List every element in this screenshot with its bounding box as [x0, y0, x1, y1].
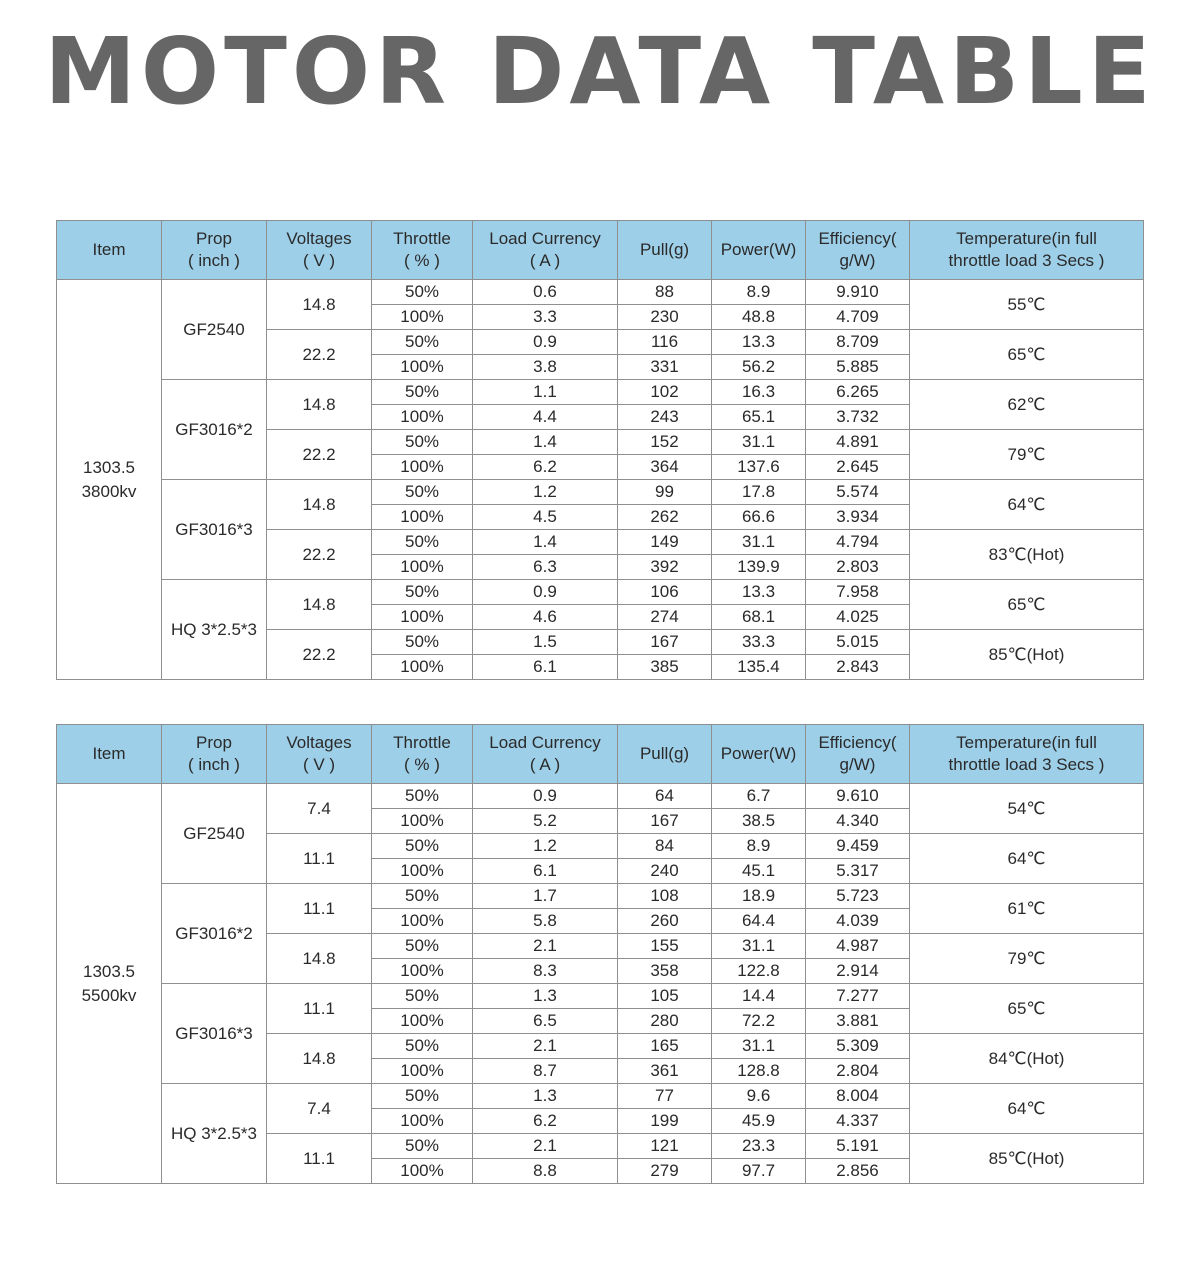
efficiency-cell: 8.709 [806, 330, 910, 355]
power-cell: 137.6 [712, 455, 806, 480]
table-body [57, 280, 1144, 680]
load-currency-cell: 0.6 [473, 280, 618, 305]
throttle-cell: 50% [372, 280, 473, 305]
throttle-cell: 100% [372, 555, 473, 580]
motor-item-cell-line: 5500kv [81, 985, 137, 1005]
power-cell: 8.9 [712, 834, 806, 859]
throttle-cell: 100% [372, 305, 473, 330]
voltage-cell: 11.1 [267, 884, 372, 934]
throttle-cell: 50% [372, 580, 473, 605]
load-currency-cell: 6.5 [473, 1009, 618, 1034]
header-efficiency [806, 221, 910, 280]
power-cell: 31.1 [712, 1034, 806, 1059]
throttle-cell: 50% [372, 480, 473, 505]
voltage-cell: 11.1 [267, 834, 372, 884]
header-prop-line: Prop [196, 229, 232, 248]
prop-cell: GF3016*3 [162, 480, 267, 580]
header-efficiency-line: g/W) [839, 755, 876, 774]
efficiency-cell: 2.856 [806, 1159, 910, 1184]
throttle-cell: 50% [372, 1084, 473, 1109]
table-row [57, 280, 1144, 305]
prop-cell: GF2540 [162, 280, 267, 380]
table-row [57, 784, 1144, 809]
efficiency-cell: 7.277 [806, 984, 910, 1009]
header-prop-line: ( inch ) [188, 251, 240, 270]
efficiency-cell: 4.891 [806, 430, 910, 455]
efficiency-cell: 3.732 [806, 405, 910, 430]
pull-cell: 155 [618, 934, 712, 959]
load-currency-cell: 0.9 [473, 784, 618, 809]
header-power: Power(W) [712, 221, 806, 280]
throttle-cell: 50% [372, 934, 473, 959]
header-item: Item [57, 725, 162, 784]
header-voltages-line: ( V ) [302, 755, 336, 774]
voltage-cell: 11.1 [267, 984, 372, 1034]
header-load-currency-line: Load Currency [489, 733, 601, 752]
throttle-cell: 50% [372, 1134, 473, 1159]
power-cell: 13.3 [712, 580, 806, 605]
header-temperature [910, 221, 1144, 280]
header-efficiency-line: g/W) [839, 251, 876, 270]
pull-cell: 99 [618, 480, 712, 505]
prop-cell: HQ 3*2.5*3 [162, 580, 267, 680]
power-cell: 9.6 [712, 1084, 806, 1109]
load-currency-cell: 5.8 [473, 909, 618, 934]
throttle-cell: 50% [372, 380, 473, 405]
power-cell: 13.3 [712, 330, 806, 355]
pull-cell: 165 [618, 1034, 712, 1059]
power-cell: 16.3 [712, 380, 806, 405]
header-power: Power(W) [712, 725, 806, 784]
efficiency-cell: 2.843 [806, 655, 910, 680]
throttle-cell: 100% [372, 505, 473, 530]
power-cell: 31.1 [712, 934, 806, 959]
power-cell: 8.9 [712, 280, 806, 305]
header-item: Item [57, 221, 162, 280]
header-temperature-line: Temperature(in full [956, 229, 1097, 248]
power-cell: 56.2 [712, 355, 806, 380]
efficiency-cell: 4.025 [806, 605, 910, 630]
pull-cell: 262 [618, 505, 712, 530]
efficiency-cell: 2.914 [806, 959, 910, 984]
throttle-cell: 100% [372, 455, 473, 480]
table-row [57, 580, 1144, 605]
header-throttle-line: ( % ) [404, 755, 440, 774]
load-currency-cell: 1.3 [473, 1084, 618, 1109]
table-row [57, 380, 1144, 405]
motor-item-cell-line: 1303.5 [83, 457, 135, 477]
throttle-cell: 100% [372, 605, 473, 630]
efficiency-cell: 4.709 [806, 305, 910, 330]
efficiency-cell: 4.337 [806, 1109, 910, 1134]
header-pull: Pull(g) [618, 221, 712, 280]
efficiency-cell: 7.958 [806, 580, 910, 605]
throttle-cell: 50% [372, 784, 473, 809]
power-cell: 128.8 [712, 1059, 806, 1084]
throttle-cell: 100% [372, 859, 473, 884]
table-row [57, 984, 1144, 1009]
load-currency-cell: 2.1 [473, 1034, 618, 1059]
load-currency-cell: 1.1 [473, 380, 618, 405]
load-currency-cell: 2.1 [473, 1134, 618, 1159]
load-currency-cell: 1.7 [473, 884, 618, 909]
efficiency-cell: 4.987 [806, 934, 910, 959]
load-currency-cell: 0.9 [473, 330, 618, 355]
temperature-cell: 85℃(Hot) [910, 630, 1144, 680]
voltage-cell: 7.4 [267, 784, 372, 834]
header-load-currency [473, 221, 618, 280]
header-prop [162, 725, 267, 784]
header-temperature [910, 725, 1144, 784]
efficiency-cell: 9.910 [806, 280, 910, 305]
header-load-currency-line: ( A ) [529, 755, 561, 774]
table-header [57, 725, 1144, 784]
pull-cell: 260 [618, 909, 712, 934]
header-temperature-line: Temperature(in full [956, 733, 1097, 752]
throttle-cell: 100% [372, 1059, 473, 1084]
header-throttle-line: ( % ) [404, 251, 440, 270]
header-load-currency [473, 725, 618, 784]
temperature-cell: 64℃ [910, 480, 1144, 530]
header-row [57, 725, 1144, 784]
page-title: MOTOR DATA TABLE [44, 18, 1156, 125]
pull-cell: 152 [618, 430, 712, 455]
temperature-cell: 64℃ [910, 1084, 1144, 1134]
pull-cell: 274 [618, 605, 712, 630]
power-cell: 14.4 [712, 984, 806, 1009]
header-efficiency-line: Efficiency( [818, 229, 897, 248]
header-voltages [267, 725, 372, 784]
power-cell: 72.2 [712, 1009, 806, 1034]
temperature-cell: 54℃ [910, 784, 1144, 834]
load-currency-cell: 6.1 [473, 655, 618, 680]
throttle-cell: 100% [372, 405, 473, 430]
motor-item-cell-line: 1303.5 [83, 961, 135, 981]
efficiency-cell: 5.191 [806, 1134, 910, 1159]
voltage-cell: 22.2 [267, 430, 372, 480]
throttle-cell: 100% [372, 909, 473, 934]
voltage-cell: 22.2 [267, 330, 372, 380]
efficiency-cell: 2.803 [806, 555, 910, 580]
header-voltages-line: ( V ) [302, 251, 336, 270]
temperature-cell: 65℃ [910, 580, 1144, 630]
throttle-cell: 50% [372, 530, 473, 555]
pull-cell: 106 [618, 580, 712, 605]
header-temperature-line: throttle load 3 Secs ) [948, 251, 1105, 270]
header-throttle-line: Throttle [393, 733, 451, 752]
throttle-cell: 50% [372, 984, 473, 1009]
pull-cell: 64 [618, 784, 712, 809]
pull-cell: 105 [618, 984, 712, 1009]
power-cell: 65.1 [712, 405, 806, 430]
throttle-cell: 100% [372, 1159, 473, 1184]
temperature-cell: 62℃ [910, 380, 1144, 430]
temperature-cell: 84℃(Hot) [910, 1034, 1144, 1084]
efficiency-cell: 5.574 [806, 480, 910, 505]
load-currency-cell: 1.4 [473, 430, 618, 455]
throttle-cell: 100% [372, 809, 473, 834]
efficiency-cell: 2.804 [806, 1059, 910, 1084]
power-cell: 17.8 [712, 480, 806, 505]
header-load-currency-line: Load Currency [489, 229, 601, 248]
header-prop-line: Prop [196, 733, 232, 752]
motor-data-table-2 [56, 724, 1144, 1184]
prop-cell: GF2540 [162, 784, 267, 884]
power-cell: 139.9 [712, 555, 806, 580]
efficiency-cell: 8.004 [806, 1084, 910, 1109]
header-voltages [267, 221, 372, 280]
efficiency-cell: 5.309 [806, 1034, 910, 1059]
efficiency-cell: 4.039 [806, 909, 910, 934]
throttle-cell: 50% [372, 1034, 473, 1059]
header-throttle [372, 221, 473, 280]
header-load-currency-line: ( A ) [529, 251, 561, 270]
pull-cell: 230 [618, 305, 712, 330]
pull-cell: 102 [618, 380, 712, 405]
pull-cell: 88 [618, 280, 712, 305]
pull-cell: 84 [618, 834, 712, 859]
pull-cell: 121 [618, 1134, 712, 1159]
power-cell: 45.1 [712, 859, 806, 884]
load-currency-cell: 0.9 [473, 580, 618, 605]
load-currency-cell: 3.3 [473, 305, 618, 330]
power-cell: 18.9 [712, 884, 806, 909]
table-body [57, 784, 1144, 1184]
voltage-cell: 14.8 [267, 1034, 372, 1084]
power-cell: 31.1 [712, 530, 806, 555]
header-prop [162, 221, 267, 280]
power-cell: 66.6 [712, 505, 806, 530]
motor-item-cell-line: 3800kv [81, 481, 137, 501]
prop-cell: GF3016*2 [162, 380, 267, 480]
header-throttle-line: Throttle [393, 229, 451, 248]
prop-cell: GF3016*2 [162, 884, 267, 984]
pull-cell: 77 [618, 1084, 712, 1109]
power-cell: 33.3 [712, 630, 806, 655]
motor-item-cell [57, 784, 162, 1184]
header-pull: Pull(g) [618, 725, 712, 784]
table-row [57, 884, 1144, 909]
pull-cell: 279 [618, 1159, 712, 1184]
prop-cell: HQ 3*2.5*3 [162, 1084, 267, 1184]
throttle-cell: 50% [372, 834, 473, 859]
throttle-cell: 100% [372, 959, 473, 984]
throttle-cell: 100% [372, 355, 473, 380]
voltage-cell: 7.4 [267, 1084, 372, 1134]
load-currency-cell: 3.8 [473, 355, 618, 380]
pull-cell: 240 [618, 859, 712, 884]
pull-cell: 108 [618, 884, 712, 909]
load-currency-cell: 4.5 [473, 505, 618, 530]
load-currency-cell: 1.2 [473, 834, 618, 859]
efficiency-cell: 5.723 [806, 884, 910, 909]
temperature-cell: 61℃ [910, 884, 1144, 934]
load-currency-cell: 6.1 [473, 859, 618, 884]
table-row [57, 1084, 1144, 1109]
load-currency-cell: 8.3 [473, 959, 618, 984]
pull-cell: 358 [618, 959, 712, 984]
prop-cell: GF3016*3 [162, 984, 267, 1084]
header-voltages-line: Voltages [286, 733, 352, 752]
pull-cell: 364 [618, 455, 712, 480]
voltage-cell: 14.8 [267, 580, 372, 630]
efficiency-cell: 5.015 [806, 630, 910, 655]
efficiency-cell: 6.265 [806, 380, 910, 405]
temperature-cell: 83℃(Hot) [910, 530, 1144, 580]
power-cell: 23.3 [712, 1134, 806, 1159]
table-header [57, 221, 1144, 280]
pull-cell: 167 [618, 630, 712, 655]
pull-cell: 149 [618, 530, 712, 555]
voltage-cell: 11.1 [267, 1134, 372, 1184]
throttle-cell: 100% [372, 655, 473, 680]
power-cell: 38.5 [712, 809, 806, 834]
load-currency-cell: 2.1 [473, 934, 618, 959]
header-efficiency-line: Efficiency( [818, 733, 897, 752]
load-currency-cell: 6.3 [473, 555, 618, 580]
pull-cell: 280 [618, 1009, 712, 1034]
table-row [57, 480, 1144, 505]
power-cell: 48.8 [712, 305, 806, 330]
power-cell: 31.1 [712, 430, 806, 455]
power-cell: 68.1 [712, 605, 806, 630]
load-currency-cell: 1.5 [473, 630, 618, 655]
voltage-cell: 22.2 [267, 630, 372, 680]
power-cell: 6.7 [712, 784, 806, 809]
load-currency-cell: 1.4 [473, 530, 618, 555]
load-currency-cell: 8.7 [473, 1059, 618, 1084]
efficiency-cell: 3.934 [806, 505, 910, 530]
temperature-cell: 65℃ [910, 984, 1144, 1034]
throttle-cell: 100% [372, 1109, 473, 1134]
power-cell: 135.4 [712, 655, 806, 680]
efficiency-cell: 5.317 [806, 859, 910, 884]
throttle-cell: 50% [372, 330, 473, 355]
voltage-cell: 14.8 [267, 480, 372, 530]
pull-cell: 392 [618, 555, 712, 580]
efficiency-cell: 2.645 [806, 455, 910, 480]
header-temperature-line: throttle load 3 Secs ) [948, 755, 1105, 774]
load-currency-cell: 8.8 [473, 1159, 618, 1184]
throttle-cell: 50% [372, 430, 473, 455]
efficiency-cell: 9.459 [806, 834, 910, 859]
power-cell: 64.4 [712, 909, 806, 934]
pull-cell: 361 [618, 1059, 712, 1084]
efficiency-cell: 4.340 [806, 809, 910, 834]
load-currency-cell: 6.2 [473, 455, 618, 480]
header-voltages-line: Voltages [286, 229, 352, 248]
motor-data-table-1 [56, 220, 1144, 680]
throttle-cell: 50% [372, 630, 473, 655]
power-cell: 45.9 [712, 1109, 806, 1134]
throttle-cell: 100% [372, 1009, 473, 1034]
voltage-cell: 22.2 [267, 530, 372, 580]
temperature-cell: 64℃ [910, 834, 1144, 884]
header-efficiency [806, 725, 910, 784]
power-cell: 122.8 [712, 959, 806, 984]
pull-cell: 199 [618, 1109, 712, 1134]
efficiency-cell: 5.885 [806, 355, 910, 380]
temperature-cell: 79℃ [910, 934, 1144, 984]
load-currency-cell: 4.6 [473, 605, 618, 630]
load-currency-cell: 5.2 [473, 809, 618, 834]
temperature-cell: 55℃ [910, 280, 1144, 330]
efficiency-cell: 9.610 [806, 784, 910, 809]
voltage-cell: 14.8 [267, 280, 372, 330]
header-prop-line: ( inch ) [188, 755, 240, 774]
temperature-cell: 79℃ [910, 430, 1144, 480]
header-throttle [372, 725, 473, 784]
efficiency-cell: 3.881 [806, 1009, 910, 1034]
pull-cell: 167 [618, 809, 712, 834]
temperature-cell: 65℃ [910, 330, 1144, 380]
pull-cell: 331 [618, 355, 712, 380]
load-currency-cell: 1.3 [473, 984, 618, 1009]
header-row [57, 221, 1144, 280]
power-cell: 97.7 [712, 1159, 806, 1184]
throttle-cell: 50% [372, 884, 473, 909]
voltage-cell: 14.8 [267, 380, 372, 430]
pull-cell: 385 [618, 655, 712, 680]
pull-cell: 116 [618, 330, 712, 355]
temperature-cell: 85℃(Hot) [910, 1134, 1144, 1184]
load-currency-cell: 6.2 [473, 1109, 618, 1134]
pull-cell: 243 [618, 405, 712, 430]
load-currency-cell: 4.4 [473, 405, 618, 430]
load-currency-cell: 1.2 [473, 480, 618, 505]
efficiency-cell: 4.794 [806, 530, 910, 555]
motor-item-cell [57, 280, 162, 680]
voltage-cell: 14.8 [267, 934, 372, 984]
